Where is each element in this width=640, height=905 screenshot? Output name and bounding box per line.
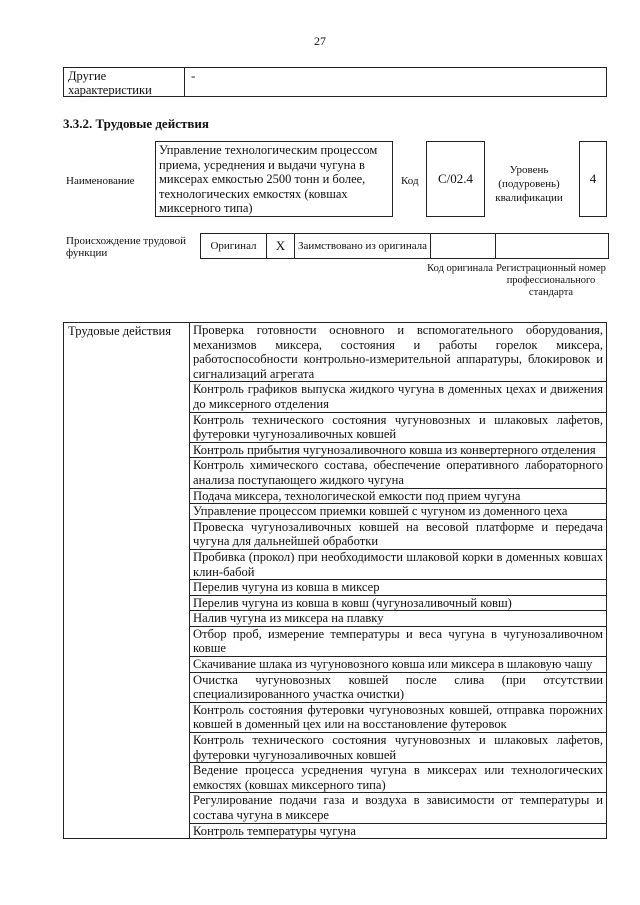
labor-action-item: Перелив чугуна из ковша в миксер [190, 580, 607, 596]
name-label: Наименование [66, 175, 135, 187]
labor-action-item: Контроль температуры чугуна [190, 823, 607, 839]
labor-action-item: Пробивка (прокол) при необходимости шлаковой корки в доменных ковшах клин-бабой [190, 549, 607, 579]
table-row [64, 323, 607, 382]
labor-action-item: Ведение процесса усреднения чугуна в миксерах или технологических емкостях (ковшах миксерного типа) [190, 763, 607, 793]
registration-number-caption: Регистрационный номер профессионального стандарта [496, 263, 606, 298]
labor-action-item: Контроль технического состояния чугуновозных и шлаковых лафетов, футеровки чугунозаливочных ковшей [190, 412, 607, 442]
other-characteristics-value: - [191, 68, 196, 83]
labor-action-item: Контроль графиков выпуска жидкого чугуна в доменных цехах и движения до миксерного отделения [190, 382, 607, 412]
registration-number-cell [496, 234, 608, 258]
code-label: Код [401, 175, 419, 187]
labor-action-item: Контроль химического состава, обеспечение оперативного лабораторного анализа поступающего жидкого чугуна [190, 458, 607, 488]
labor-action-item: Контроль технического состояния чугуновозных и шлаковых лафетов, футеровки чугунозаливочных ковшей [190, 733, 607, 763]
labor-actions-table [63, 322, 607, 839]
original-mark: X [267, 234, 295, 258]
section-title: 3.3.2. Трудовые действия [63, 116, 209, 131]
labor-action-item: Контроль состояния футеровки чугуновозных ковшей, отправка порожних ковшей в доменный цех или на восстановление футеровок [190, 702, 607, 732]
other-characteristics-table [63, 67, 607, 97]
original-label: Оригинал [201, 234, 267, 258]
original-code-caption: Код оригинала [427, 263, 493, 274]
function-code: С/02.4 [426, 141, 485, 217]
origin-label: Происхождение трудовой функции [66, 235, 187, 259]
page-number: 27 [314, 34, 326, 48]
other-characteristics-label: Другие характеристики [64, 68, 185, 96]
original-code-cell [431, 234, 496, 258]
function-name: Управление технологическим процессом приема, усреднения и выдачи чугуна в миксерах емкостью 2500 тонн и более, технологических емкостях (ковшах миксерного типа) [155, 141, 393, 217]
labor-action-item: Управление процессом приемки ковшей с чугуном из доменного цеха [190, 504, 607, 520]
labor-action-item: Провеска чугунозаливочных ковшей на весовой платформе и передача чугуна для дальнейшей обработки [190, 519, 607, 549]
labor-action-item: Отбор проб, измерение температуры и веса чугуна в чугунозаливочном ковше [190, 626, 607, 656]
labor-action-item: Подача миксера, технологической емкости под прием чугуна [190, 488, 607, 504]
labor-action-item: Налив чугуна из миксера на плавку [190, 611, 607, 627]
labor-action-item: Регулирование подачи газа и воздуха в зависимости от температуры и состава чугуна в миксере [190, 793, 607, 823]
borrowed-label: Заимствовано из оригинала [295, 234, 431, 258]
labor-action-item: Контроль прибытия чугунозаливочного ковша из конвертерного отделения [190, 442, 607, 458]
labor-action-item: Проверка готовности основного и вспомогательного оборудования, механизмов миксера, состояния и работы горелок миксера, работоспособности контрольно-измерительной аппаратуры, блокировок и сигнализаций агрегата [190, 323, 607, 382]
labor-action-item: Перелив чугуна из ковша в ковш (чугунозаливочный ковш) [190, 595, 607, 611]
labor-actions-header: Трудовые действия [64, 323, 190, 839]
labor-action-item: Скачивание шлака из чугуновозного ковша или миксера в шлаковую чашу [190, 657, 607, 673]
qualification-level-value: 4 [579, 141, 607, 217]
origin-table [200, 233, 609, 259]
labor-action-item: Очистка чугуновозных ковшей после слива (при отсутствии специализированного участка очистки) [190, 672, 607, 702]
qualification-level-label: Уровень (подуровень) квалификации [495, 164, 563, 204]
